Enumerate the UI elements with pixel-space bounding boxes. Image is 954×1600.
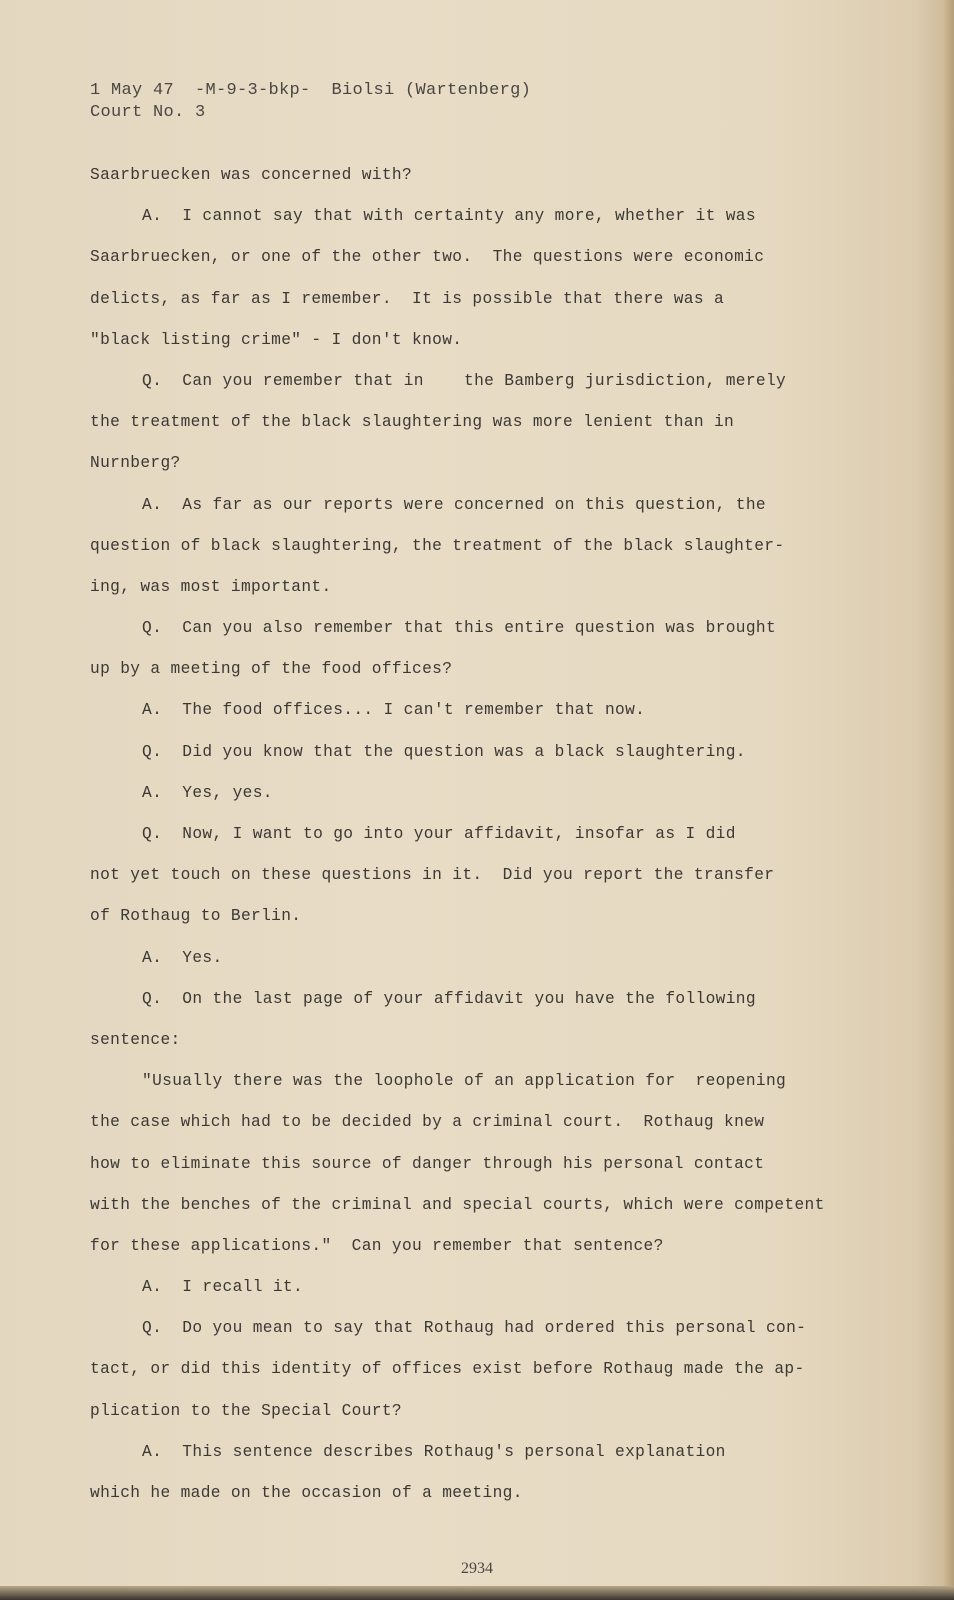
transcript-line: with the benches of the criminal and special courts, which were competent	[90, 1195, 825, 1214]
transcript-line: not yet touch on these questions in it. Did you report the transfer	[90, 866, 775, 885]
transcript-line: A. I cannot say that with certainty any more, whether it was	[142, 207, 756, 226]
transcript-line: Saarbruecken was concerned with?	[90, 166, 413, 184]
transcript-line: Q. Can you also remember that this entire question was brought	[142, 619, 777, 638]
transcript-line: how to eliminate this source of danger through his personal contact	[90, 1154, 765, 1173]
transcript-line: A. I recall it.	[142, 1278, 304, 1297]
transcript-line: for these applications." Can you remember that sentence?	[90, 1236, 664, 1255]
transcript-line: Q. Do you mean to say that Rothaug had ordered this personal con-	[142, 1319, 807, 1338]
transcript-line: ing, was most important.	[90, 577, 332, 596]
transcript-line: Q. Now, I want to go into your affidavit, insofar as I did	[142, 825, 736, 843]
transcript-line: up by a meeting of the food offices?	[90, 660, 453, 679]
transcript-line: A. As far as our reports were concerned on this question, the	[142, 495, 766, 514]
transcript-line: sentence:	[90, 1030, 181, 1049]
transcript-line: tact, or did this identity of offices exist before Rothaug made the ap-	[90, 1360, 805, 1379]
transcript-line: Q. Can you remember that in the Bamberg jurisdiction, merely	[142, 371, 787, 390]
transcript-line: "black listing crime" - I don't know.	[90, 330, 463, 349]
transcript-line: which he made on the occasion of a meeting.	[90, 1484, 523, 1502]
transcript-line: A. The food offices... I can't remember that now.	[142, 701, 646, 720]
header-reference: 1 May 47 -M-9-3-bkp- Biolsi (Wartenberg)	[90, 81, 532, 100]
transcript-line: Q. On the last page of your affidavit you have the following	[142, 989, 756, 1008]
transcript-line: Nurnberg?	[90, 454, 181, 473]
transcript-line: plication to the Special Court?	[90, 1401, 402, 1420]
transcript-line: A. Yes, yes.	[142, 783, 273, 802]
page-number: 2934	[461, 1560, 493, 1577]
document-header	[90, 80, 531, 124]
transcript-line: the case which had to be decided by a criminal court. Rothaug knew	[90, 1113, 765, 1132]
transcript-line: of Rothaug to Berlin.	[90, 907, 302, 926]
page-bottom-edge	[0, 1586, 954, 1600]
header-court: Court No. 3	[90, 103, 206, 122]
transcript-line: the treatment of the black slaughtering was more lenient than in	[90, 413, 735, 432]
transcript-line: Saarbruecken, or one of the other two. The questions were economic	[90, 248, 765, 267]
transcript-body	[90, 165, 850, 1524]
transcript-line: question of black slaughtering, the treatment of the black slaughter-	[90, 536, 785, 555]
transcript-line: A. This sentence describes Rothaug's personal explanation	[142, 1442, 726, 1461]
transcript-line: Q. Did you know that the question was a black slaughtering.	[142, 742, 746, 761]
transcript-line: A. Yes.	[142, 948, 223, 967]
transcript-line: "Usually there was the loophole of an application for reopening	[142, 1072, 787, 1091]
page-edge-shadow	[944, 0, 954, 1600]
transcript-line: delicts, as far as I remember. It is possible that there was a	[90, 289, 725, 308]
